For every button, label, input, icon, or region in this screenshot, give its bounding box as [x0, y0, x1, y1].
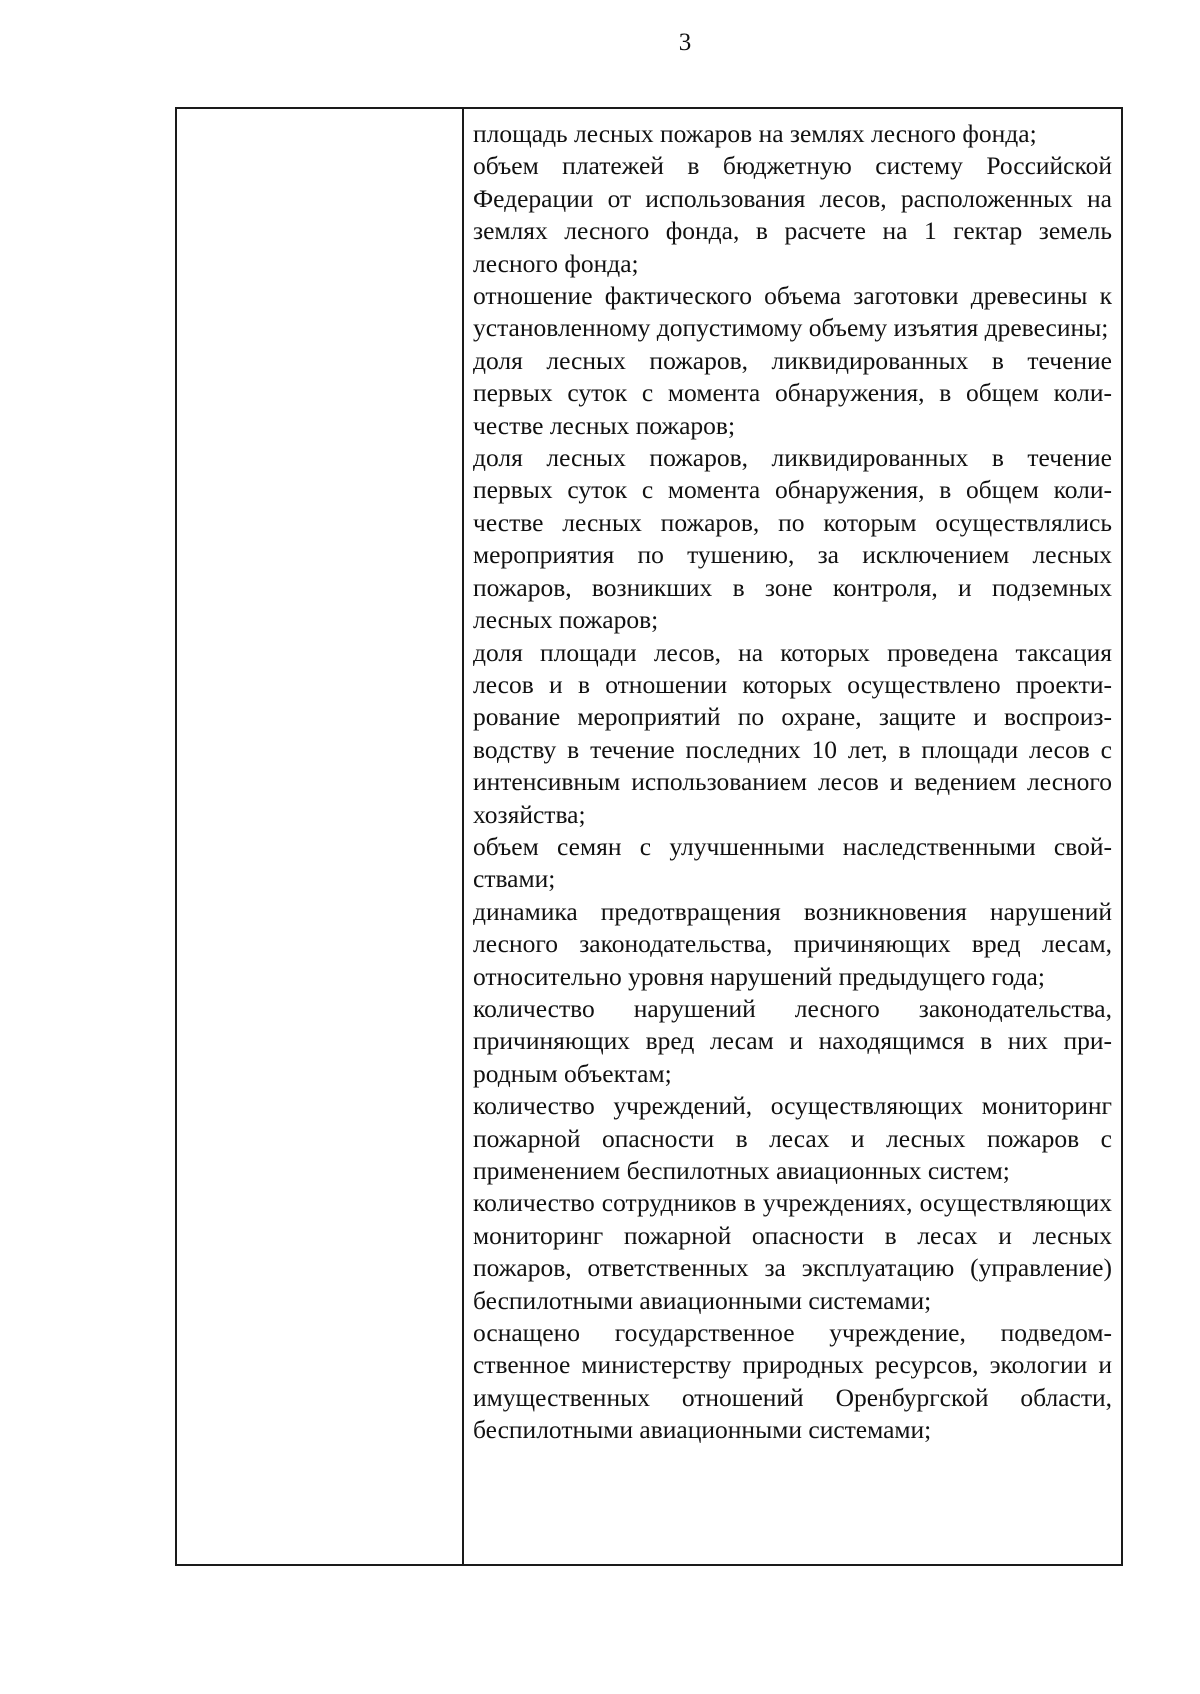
table-right-cell	[464, 109, 1121, 1564]
indicator-item: количество сотрудников в учреждениях, осуществляющих мониторинг пожарной опасности в лесах и лесных пожаров, ответственных за эксплуатацию (управление) беспилотными авиационными системами;	[473, 1188, 1112, 1315]
indicator-item: площадь лесных пожаров на землях лесного фонда;	[473, 119, 1037, 148]
indicator-item: доля лесных пожаров, ликвидированных в течение первых суток с момента обнаружения, в общем количестве лесных пожаров, по которым осуществлялись мероприятия по тушению, за исключением лесных пожаров, возникших в зоне контроля, и подземных лесных пожаров;	[473, 443, 1112, 635]
indicator-item: оснащено государственное учреждение, подведомственное министерству природных ресурсов, экологии и имущественных отношений Оренбургской области, беспилотными авиационными системами;	[473, 1318, 1112, 1445]
indicator-item: доля лесных пожаров, ликвидированных в течение первых суток с момента обнаружения, в общем количестве лесных пожаров;	[473, 345, 1112, 440]
indicator-item: объем семян с улучшенными наследственными свойствами;	[473, 831, 1112, 894]
indicator-item: отношение фактического объема заготовки древесины к установленному допустимому объему изъятия древесины;	[473, 281, 1112, 343]
indicator-item: динамика предотвращения возникновения нарушений лесного законодательства, причиняющих вред лесам, относительно уровня нарушений предыдущего года;	[473, 896, 1112, 991]
indicator-item: объем платежей в бюджетную систему Российской Федерации от использования лесов, расположенных на землях лесного фонда, в расчете на 1 гектар земель лесного фонда;	[473, 151, 1112, 278]
indicator-item: количество учреждений, осуществляющих мониторинг пожарной опасности в лесах и лесных пожаров с применением беспилотных авиационных систем;	[473, 1091, 1112, 1185]
indicators-table	[175, 107, 1123, 1566]
indicator-item: доля площади лесов, на которых проведена таксация лесов и в отношении которых осуществлено проектирование мероприятий по охране, защите и воспроизводству в течение последних 10 лет, в площади лесов с интенсивным использованием лесов и ведением лесного хозяйства;	[473, 637, 1112, 829]
page-number: 3	[678, 29, 692, 56]
table-left-cell	[177, 109, 464, 1564]
indicator-item: количество нарушений лесного законодательства, причиняющих вред лесам и находящимся в них природным объектам;	[473, 993, 1112, 1088]
